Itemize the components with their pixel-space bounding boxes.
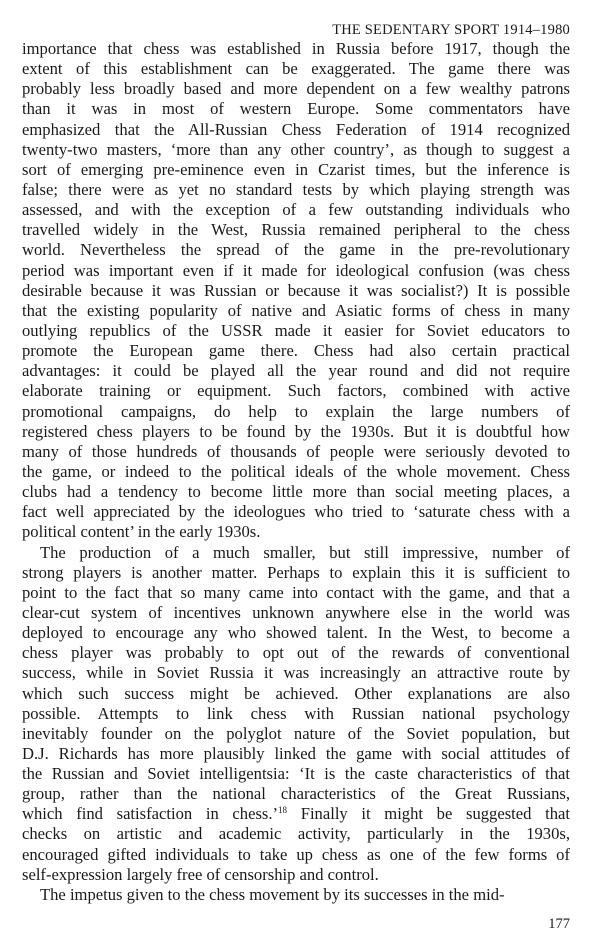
text-line: promote the European game there. Chess had also certain practical bbox=[22, 341, 570, 361]
paragraph-start-line: The production of a much smaller, but still impressive, number of bbox=[40, 542, 570, 562]
text-line: desirable because it was Russian or because it was socialist?) It is possible bbox=[22, 280, 570, 300]
text-line: false; there were as yet no standard tests by which playing strength was bbox=[22, 179, 570, 199]
text-line: twenty-two masters, ‘more than any other country’, as though to suggest a bbox=[22, 139, 570, 159]
text-line: advantages: it could be played all the year round and did not require bbox=[22, 361, 570, 381]
text-line: which such success might be achieved. Other explanations are also bbox=[22, 683, 570, 703]
text-line: fact well appreciated by the ideologues who tried to ‘saturate chess with a bbox=[22, 502, 570, 522]
body-text bbox=[22, 39, 570, 905]
text-line: registered chess players to be found by the 1930s. But it is doubtful how bbox=[22, 421, 570, 441]
text-line-with-footnote bbox=[22, 804, 570, 824]
text-line: elaborate training or equipment. Such factors, combined with active bbox=[22, 381, 570, 401]
text-line: success, while in Soviet Russia it was increasingly an attractive route by bbox=[22, 663, 570, 683]
text-line: that the existing popularity of native and Asiatic forms of chess in many bbox=[22, 300, 570, 320]
text-line: promotional campaigns, do help to explain the large numbers of bbox=[22, 401, 570, 421]
text-line: many of those hundreds of thousands of people were seriously devoted to bbox=[22, 441, 570, 461]
paragraph-end-line: self-expression largely free of censorship and control. bbox=[22, 864, 379, 884]
text-line: encouraged gifted individuals to take up chess as one of the few forms of bbox=[22, 844, 570, 864]
text-line: probably less broadly based and more dependent on a few wealthy patrons bbox=[22, 79, 570, 99]
text-line: importance that chess was established in Russia before 1917, though the bbox=[22, 39, 570, 58]
text-line: strong players is another matter. Perhaps to explain this it is sufficient to bbox=[22, 562, 570, 582]
text-line: point to the fact that so many came into contact with the game, and that a bbox=[22, 582, 570, 602]
text-line: possible. Attempts to link chess with Russian national psychology bbox=[22, 703, 570, 723]
text-line: emphasized that the All-Russian Chess Federation of 1914 recognized bbox=[22, 119, 570, 139]
text-segment: which find satisfaction in chess.’ bbox=[22, 804, 279, 824]
text-line: deployed to encourage any who showed talent. In the West, to become a bbox=[22, 623, 570, 643]
text-line: sort of emerging pre-eminence even in Czarist times, but the inference is bbox=[22, 159, 570, 179]
paragraph-start-line: The impetus given to the chess movement by its successes in the mid- bbox=[40, 884, 505, 904]
text-line: assessed, and with the exception of a few outstanding individuals who bbox=[22, 200, 570, 220]
footnote-reference[interactable]: 18 bbox=[278, 805, 288, 816]
text-line: world. Nevertheless the spread of the game in the pre-revolutionary bbox=[22, 240, 570, 260]
text-line: the Russian and Soviet intelligentsia: ‘It is the caste characteristics of that bbox=[22, 764, 570, 784]
running-head: THE SEDENTARY SPORT 1914–1980 bbox=[332, 22, 570, 38]
text-line: clubs had a tendency to become little more than social meeting places, a bbox=[22, 482, 570, 502]
text-line: inevitably founder on the polyglot nature of the Soviet population, but bbox=[22, 723, 570, 743]
page-number: 177 bbox=[548, 916, 570, 932]
text-line: the game, or indeed to the political ideals of the whole movement. Chess bbox=[22, 461, 570, 481]
text-line: checks on artistic and academic activity, particularly in the 1930s, bbox=[22, 824, 570, 844]
text-segment: Finally it might be suggested that bbox=[287, 804, 570, 824]
text-line: than it was in most of western Europe. Some commentators have bbox=[22, 99, 570, 119]
text-line: extent of this establishment can be exaggerated. The game there was bbox=[22, 59, 570, 79]
text-line: outlying republics of the USSR made it easier for Soviet educators to bbox=[22, 320, 570, 340]
text-line: group, rather than the national characteristics of the Great Russians, bbox=[22, 784, 570, 804]
text-line: travelled widely in the West, Russia remained peripheral to the chess bbox=[22, 220, 570, 240]
paragraph-end-line: political content’ in the early 1930s. bbox=[22, 522, 261, 542]
text-line: clear-cut system of incentives unknown anywhere else in the world was bbox=[22, 602, 570, 622]
text-line: period was important even if it made for ideological confusion (was chess bbox=[22, 260, 570, 280]
text-line: chess player was probably to opt out of the rewards of conventional bbox=[22, 643, 570, 663]
text-line: D.J. Richards has more plausibly linked the game with social attitudes of bbox=[22, 743, 570, 763]
